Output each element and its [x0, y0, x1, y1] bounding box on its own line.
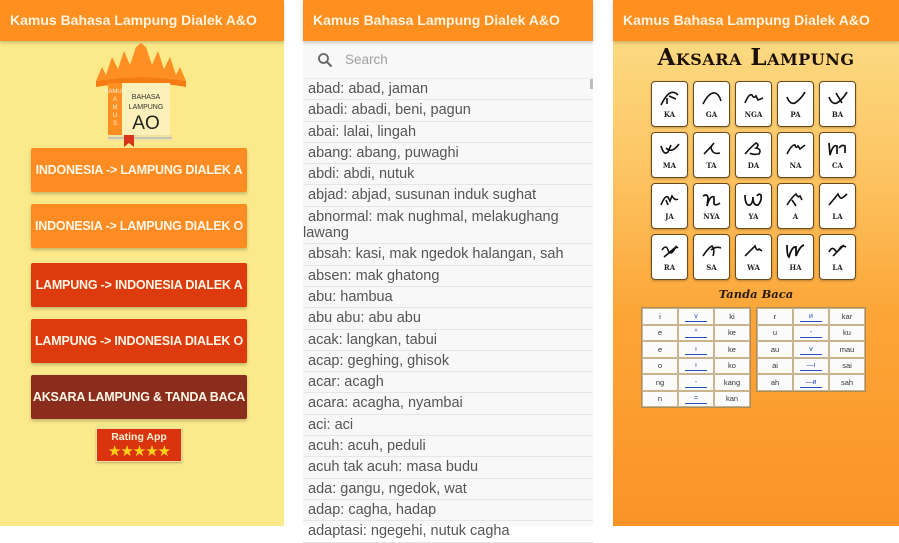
- aksara-title: Aksara Lampung: [657, 44, 855, 71]
- list-item[interactable]: abang: abang, puwaghi: [303, 143, 593, 164]
- aksara-a-icon: [784, 191, 808, 209]
- table-row: e ı ke: [642, 341, 750, 358]
- glyph-ja: JA: [651, 183, 688, 229]
- list-item[interactable]: acuh: acuh, peduli: [303, 436, 593, 457]
- aksara-ra-icon: [658, 242, 682, 260]
- glyph-a: A: [777, 183, 814, 229]
- svg-text:KAMUS: KAMUS: [104, 89, 126, 95]
- lampung-to-indonesia-o-button[interactable]: LAMPUNG -> INDONESIA DIALEK O: [31, 319, 247, 363]
- tanda-baca-title: Tanda Baca: [718, 287, 794, 301]
- table-row: i v ki: [642, 308, 750, 325]
- list-item[interactable]: adaptasi: ngegehi, nutuk cagha: [303, 521, 593, 542]
- aksara-nya-icon: [700, 191, 724, 209]
- svg-text:S: S: [112, 121, 118, 127]
- app-logo-icon: [92, 43, 190, 147]
- aksara-na-icon: [784, 140, 808, 158]
- app-bar-title: Kamus Bahasa Lampung Dialek A&O: [613, 0, 899, 41]
- glyph-nga: NGA: [735, 81, 772, 127]
- glyph-ka: KA: [651, 81, 688, 127]
- glyph-ma: MA: [651, 132, 688, 178]
- glyph-ra: RA: [651, 234, 688, 280]
- table-row: n = kan: [642, 391, 750, 408]
- aksara-lampung-button[interactable]: AKSARA LAMPUNG & TANDA BACA: [31, 375, 247, 419]
- aksara-la-alt-icon: [826, 242, 850, 260]
- table-row: ah —ᴎ sah: [757, 374, 865, 391]
- table-row: ai —ı sai: [757, 358, 865, 375]
- indonesia-to-lampung-a-button[interactable]: INDONESIA -> LAMPUNG DIALEK A: [31, 148, 247, 192]
- glyph-ta: TA: [693, 132, 730, 178]
- aksara-ka-icon: [658, 89, 682, 107]
- glyph-nya: NYA: [693, 183, 730, 229]
- svg-text:AO: AO: [132, 113, 160, 134]
- aksara-ba-icon: [826, 89, 850, 107]
- aksara-wa-icon: [742, 242, 766, 260]
- list-item[interactable]: abu abu: abu abu: [303, 308, 593, 329]
- svg-text:A: A: [112, 97, 118, 103]
- glyph-ha: HA: [777, 234, 814, 280]
- aksara-la-icon: [826, 191, 850, 209]
- aksara-ma-icon: [658, 140, 682, 158]
- glyph-ba: BA: [819, 81, 856, 127]
- entry-list[interactable]: [303, 79, 593, 543]
- rating-app-button[interactable]: [96, 428, 182, 462]
- aksara-ta-icon: [700, 140, 724, 158]
- tanda-baca-table-right: [756, 307, 866, 392]
- glyph-wa: WA: [735, 234, 772, 280]
- table-row: r ᴎ kar: [757, 308, 865, 325]
- list-item[interactable]: aci: aci: [303, 415, 593, 436]
- list-item[interactable]: acap: geghing, ghisok: [303, 351, 593, 372]
- svg-text:BAHASA: BAHASA: [131, 94, 161, 101]
- list-item[interactable]: [303, 207, 593, 245]
- glyph-ga: GA: [693, 81, 730, 127]
- svg-text:U: U: [112, 113, 118, 119]
- table-row: o ı ko: [642, 358, 750, 375]
- list-item-text-continued: lawang: [303, 225, 349, 242]
- list-item[interactable]: acak: langkan, tabui: [303, 330, 593, 351]
- glyph-la: LA: [819, 183, 856, 229]
- table-row: au v mau: [757, 341, 865, 358]
- tanda-baca-table-left: [641, 307, 751, 408]
- list-item[interactable]: abjad: abjad, susunan induk sughat: [303, 185, 593, 206]
- aksara-ya-icon: [742, 191, 766, 209]
- list-item-text: abnormal: mak nughmal, melakughang: [308, 208, 559, 225]
- app-bar-title: Kamus Bahasa Lampung Dialek A&O: [303, 0, 593, 41]
- indonesia-to-lampung-o-button[interactable]: INDONESIA -> LAMPUNG DIALEK O: [31, 204, 247, 248]
- star-icons: ★★★★★: [107, 443, 171, 460]
- aksara-grid: [651, 81, 856, 280]
- scrollbar[interactable]: [590, 79, 593, 89]
- list-item[interactable]: acar: acagh: [303, 372, 593, 393]
- list-item[interactable]: abadi: abadi, beni, pagun: [303, 100, 593, 121]
- aksara-ga-icon: [700, 89, 724, 107]
- table-row: ng - kang: [642, 374, 750, 391]
- glyph-ca: CA: [819, 132, 856, 178]
- aksara-ja-icon: [658, 191, 682, 209]
- glyph-da: DA: [735, 132, 772, 178]
- svg-text:M: M: [112, 105, 118, 111]
- search-icon: [317, 52, 333, 68]
- aksara-ca-icon: [826, 140, 850, 158]
- home-screen: [0, 0, 284, 526]
- table-row: e ^ ke: [642, 325, 750, 342]
- list-item[interactable]: absah: kasi, mak ngedok halangan, sah: [303, 244, 593, 265]
- app-bar-title: Kamus Bahasa Lampung Dialek A&O: [0, 0, 284, 41]
- aksara-da-icon: [742, 140, 766, 158]
- list-item[interactable]: abad: abad, jaman: [303, 79, 593, 100]
- aksara-pa-icon: [784, 89, 808, 107]
- aksara-nga-icon: [742, 89, 766, 107]
- list-item[interactable]: ada: gangu, ngedok, wat: [303, 479, 593, 500]
- glyph-na: NA: [777, 132, 814, 178]
- list-item[interactable]: abu: hambua: [303, 287, 593, 308]
- table-row: u - ku: [757, 325, 865, 342]
- dictionary-screen: [303, 0, 593, 540]
- list-item[interactable]: abai: lalai, lingah: [303, 122, 593, 143]
- list-item[interactable]: abdi: abdi, nutuk: [303, 164, 593, 185]
- list-item[interactable]: acuh tak acuh: masa budu: [303, 457, 593, 478]
- aksara-sa-icon: [700, 242, 724, 260]
- glyph-sa: SA: [693, 234, 730, 280]
- glyph-pa: PA: [777, 81, 814, 127]
- search-input[interactable]: [345, 52, 565, 67]
- list-item[interactable]: absen: mak ghatong: [303, 266, 593, 287]
- aksara-screen: [613, 0, 899, 526]
- glyph-la-2: LA: [819, 234, 856, 280]
- lampung-to-indonesia-a-button[interactable]: LAMPUNG -> INDONESIA DIALEK A: [31, 263, 247, 307]
- search-bar[interactable]: [303, 41, 593, 79]
- svg-text:LAMPUNG: LAMPUNG: [128, 104, 164, 111]
- aksara-ha-icon: [784, 242, 808, 260]
- glyph-ya: YA: [735, 183, 772, 229]
- list-item[interactable]: adap: cagha, hadap: [303, 500, 593, 521]
- list-item[interactable]: acara: acagha, nyambai: [303, 393, 593, 414]
- rating-label: Rating App: [111, 431, 167, 443]
